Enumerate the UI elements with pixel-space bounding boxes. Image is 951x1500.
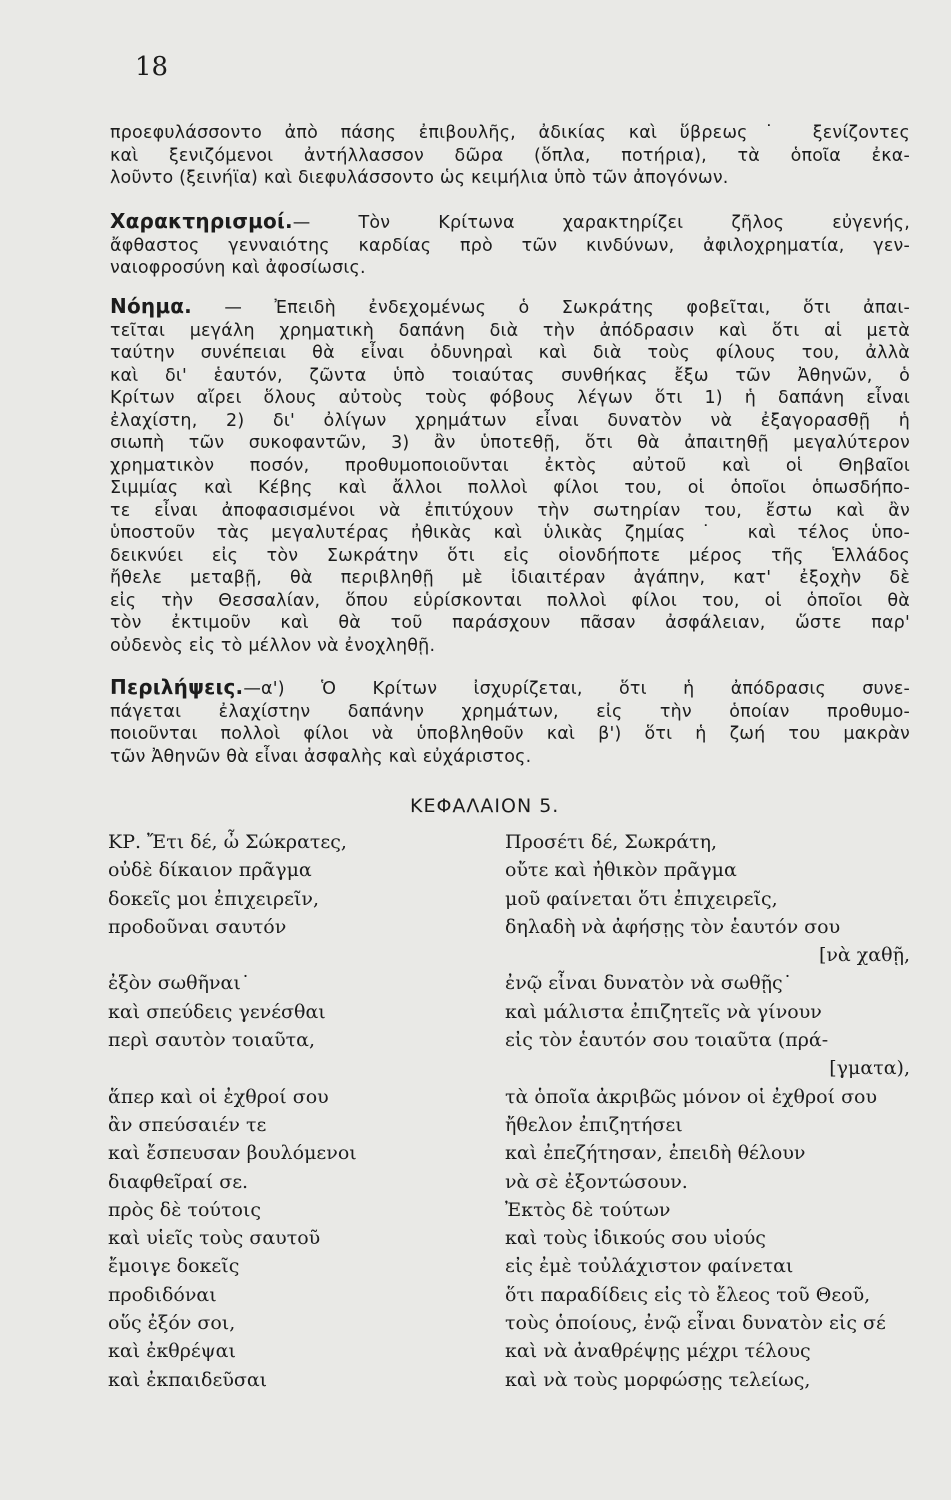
translation-line: καὶ νὰ ἀναθρέψῃς μέχρι τέλους xyxy=(505,1340,811,1363)
text-line: δεικνύει εἰς τὸν Σωκράτην ὅτι εἰς οἱονδήποτε μέρος τῆς Ἑλλάδος xyxy=(110,545,910,566)
text-line: ἐλαχίστη, 2) δι' ὀλίγων χρημάτων εἶναι δυνατὸν νὰ ἐξαγορασθῇ ἡ xyxy=(110,410,910,431)
paragraph-characterizations xyxy=(110,210,910,280)
greek-line: περὶ σαυτὸν τοιαῦτα, xyxy=(108,1029,316,1052)
greek-line: καὶ υἱεῖς τοὺς σαυτοῦ xyxy=(108,1227,321,1250)
greek-line: ἅπερ καὶ οἱ ἐχθροί σου xyxy=(108,1085,329,1108)
text-line: τεῖται μεγάλη χρηματικὴ δαπάνη διὰ τὴν ἀπόδρασιν καὶ ὅτι αἱ μετὰ xyxy=(110,320,910,341)
translation-line: τὰ ὁποῖα ἀκριβῶς μόνον οἱ ἐχθροί σου xyxy=(505,1085,878,1108)
greek-line: ἂν σπεύσαιέν τε xyxy=(108,1113,267,1136)
section-heading: Περιλήψεις. xyxy=(110,675,244,699)
text-line: ἤθελε μεταβῇ, θὰ περιβληθῇ μὲ ἰδιαιτέραν ἀγάπην, κατ' ἐξοχὴν δὲ xyxy=(110,568,910,588)
text-line: προεφυλάσσοντο ἀπὸ πάσης ἐπιβουλῆς, ἀδικίας καὶ ὕβρεως˙ ξενίζοντες xyxy=(110,123,910,143)
text-line: σιωπὴ τῶν συκοφαντῶν, 3) ἂν ὑποτεθῇ, ὅτι θὰ ἀπαιτηθῇ μεγαλύτερον xyxy=(110,433,910,453)
translation-line: οὔτε καὶ ἠθικὸν πρᾶγμα xyxy=(505,859,737,882)
text-line xyxy=(110,210,910,235)
greek-line: καὶ ἐκθρέψαι xyxy=(108,1340,236,1363)
text-line: τὸν ἐκτιμοῦν καὶ θὰ τοῦ παράσχουν πᾶσαν ἀσφάλειαν, ὥστε παρ' xyxy=(110,613,910,633)
text-line: χρηματικὸν ποσόν, προθυμοποιοῦνται ἐκτὸς αὐτοῦ καὶ οἱ Θηβαῖοι xyxy=(110,455,910,476)
translation-line: ὅτι παραδίδεις εἰς τὸ ἔλεος τοῦ Θεοῦ, xyxy=(505,1283,871,1306)
greek-line: ΚΡ. Ἔτι δέ, ὦ Σώκρατες, xyxy=(108,831,347,853)
greek-line: οὕς ἐξόν σοι, xyxy=(108,1312,236,1335)
greek-line: οὐδὲ δίκαιον πρᾶγμα xyxy=(108,859,312,882)
text-line: οὐδενὸς εἰς τὸ μέλλον νὰ ἐνοχληθῇ. xyxy=(110,635,436,656)
translation-line: μοῦ φαίνεται ὅτι ἐπιχειρεῖς, xyxy=(505,887,778,910)
text-line: εἰς τὴν Θεσσαλίαν, ὅπου εὑρίσκονται πολλοὶ φίλοι του, οἱ ὁποῖοι θὰ xyxy=(110,590,910,611)
greek-line: ἔμοιγε δοκεῖς xyxy=(108,1255,240,1278)
translation-line: [γματα), xyxy=(829,1057,910,1080)
greek-line xyxy=(108,941,468,969)
translation-line: δηλαδὴ νὰ ἀφήσῃς τὸν ἑαυτόν σου xyxy=(505,915,841,938)
greek-line: καὶ ἐκπαιδεῦσαι xyxy=(108,1368,268,1391)
translation-line: [νὰ χαθῇ, xyxy=(818,944,910,967)
text-line: ἄφθαστος γενναιότης καρδίας πρὸ τῶν κινδύνων, ἀφιλοχρηματία, γεν- xyxy=(110,235,910,256)
text-line: ταύτην συνέπειαι θὰ εἶναι ὀδυνηραὶ καὶ διὰ τοὺς φίλους του, ἀλλὰ xyxy=(110,343,910,363)
translation-line: καὶ μάλιστα ἐπιζητεῖς νὰ γίνουν xyxy=(505,1000,822,1023)
greek-line xyxy=(108,1054,468,1082)
text-fragment: —α') Ὁ Κρίτων ἰσχυρίζεται, ὅτι ἡ ἀπόδρασις συνε- xyxy=(243,679,910,699)
translation-line: Ἐκτὸς δὲ τούτων xyxy=(505,1198,671,1221)
greek-line: καὶ ἔσπευσαν βουλόμενοι xyxy=(108,1142,357,1165)
greek-line: δοκεῖς μοι ἐπιχειρεῖν, xyxy=(108,887,319,910)
translation-line: ἤθελον ἐπιζητήσει xyxy=(505,1113,683,1136)
translation-column xyxy=(505,828,910,1394)
greek-line: διαφθεῖραί σε. xyxy=(108,1170,249,1193)
text-line: ναιοφροσύνη καὶ ἀφοσίωσις. xyxy=(110,258,366,278)
greek-line: προδιδόναι xyxy=(108,1283,217,1306)
text-line xyxy=(110,295,910,320)
paragraph-intro xyxy=(110,122,910,190)
translation-line: καὶ τοὺς ἰδικούς σου υἱούς xyxy=(505,1227,766,1250)
text-line: Κρίτων αἴρει ὅλους αὐτοὺς τοὺς φόβους λέγων ὅτι 1) ἡ δαπάνη εἶναι xyxy=(110,388,910,408)
translation-line: εἰς ἐμὲ τοὐλάχιστον φαίνεται xyxy=(505,1255,794,1278)
text-fragment: — Ἐπειδὴ ἐνδεχομένως ὁ Σωκράτης φοβεῖται, ὅτι ἀπαι- xyxy=(224,298,911,318)
text-line: καὶ δι' ἑαυτόν, ζῶντα ὑπὸ τοιαύτας συνθήκας ἔξω τῶν Ἀθηνῶν, ὁ xyxy=(110,365,910,386)
translation-line: καὶ ἐπεζήτησαν, ἐπειδὴ θέλουν xyxy=(505,1142,806,1165)
paragraph-meaning xyxy=(110,295,910,657)
text-line: ὑποστοῦν τὰς μεγαλυτέρας ἠθικὰς καὶ ὑλικὰς ζημίας˙ καὶ τέλος ὑπο- xyxy=(110,523,910,543)
greek-line: προδοῦναι σαυτόν xyxy=(108,915,287,938)
text-line: λοῦντο (ξεινήϊα) καὶ διεφυλάσσοντο ὡς κειμήλια ὑπὸ τῶν ἀπογόνων. xyxy=(110,168,729,188)
text-line: πάγεται ἐλαχίστην δαπάνην χρημάτων, εἰς τὴν ὁποίαν προθυμο- xyxy=(110,701,910,722)
text-fragment: — Τὸν Κρίτωνα χαρακτηρίζει ζῆλος εὐγενής, xyxy=(292,213,910,233)
translation-line: εἰς τὸν ἑαυτόν σου τοιαῦτα (πρά- xyxy=(505,1029,829,1052)
section-heading: Χαρακτηρισμοί. xyxy=(110,209,293,233)
translation-line: ἐνῷ εἶναι δυνατὸν νὰ σωθῇς˙ xyxy=(505,972,793,995)
paragraph-summaries xyxy=(110,676,910,768)
page-number: 18 xyxy=(135,52,169,82)
translation-line: τοὺς ὁποίους, ἐνῷ εἶναι δυνατὸν εἰς σέ xyxy=(505,1312,886,1335)
greek-line: καὶ σπεύδεις γενέσθαι xyxy=(108,1000,326,1023)
section-heading: Νόημα. xyxy=(110,294,192,318)
ancient-greek-column xyxy=(108,828,468,1394)
translation-line: νὰ σὲ ἐξοντώσουν. xyxy=(505,1170,688,1193)
text-line: τῶν Ἀθηνῶν θὰ εἶναι ἀσφαλὴς καὶ εὐχάριστος. xyxy=(110,746,532,767)
greek-line: πρὸς δὲ τούτοις xyxy=(108,1198,261,1221)
text-line: ποιοῦνται πολλοὶ φίλοι νὰ ὑποβληθοῦν καὶ β') ὅτι ἡ ζωή του μακρὰν xyxy=(110,724,910,744)
chapter-title: ΚΕΦΑΛΑΙΟΝ 5. xyxy=(410,795,560,817)
text-line: καὶ ξενιζόμενοι ἀντήλλασσον δῶρα (ὅπλα, ποτήρια), τὰ ὁποῖα ἐκα- xyxy=(110,145,910,166)
translation-line: καὶ νὰ τοὺς μορφώσῃς τελείως, xyxy=(505,1368,811,1391)
greek-line: ἐξὸν σωθῆναι˙ xyxy=(108,972,251,995)
translation-line: Προσέτι δέ, Σωκράτη, xyxy=(505,831,718,853)
text-line: τε εἶναι ἀποφασισμένοι νὰ ἐπιτύχουν τὴν σωτηρίαν του, ἔστω καὶ ἂν xyxy=(110,500,910,521)
text-line xyxy=(110,676,910,701)
text-line: Σιμμίας καὶ Κέβης καὶ ἄλλοι πολλοὶ φίλοι του, οἱ ὁποῖοι ὁπωσδήπο- xyxy=(110,478,910,498)
